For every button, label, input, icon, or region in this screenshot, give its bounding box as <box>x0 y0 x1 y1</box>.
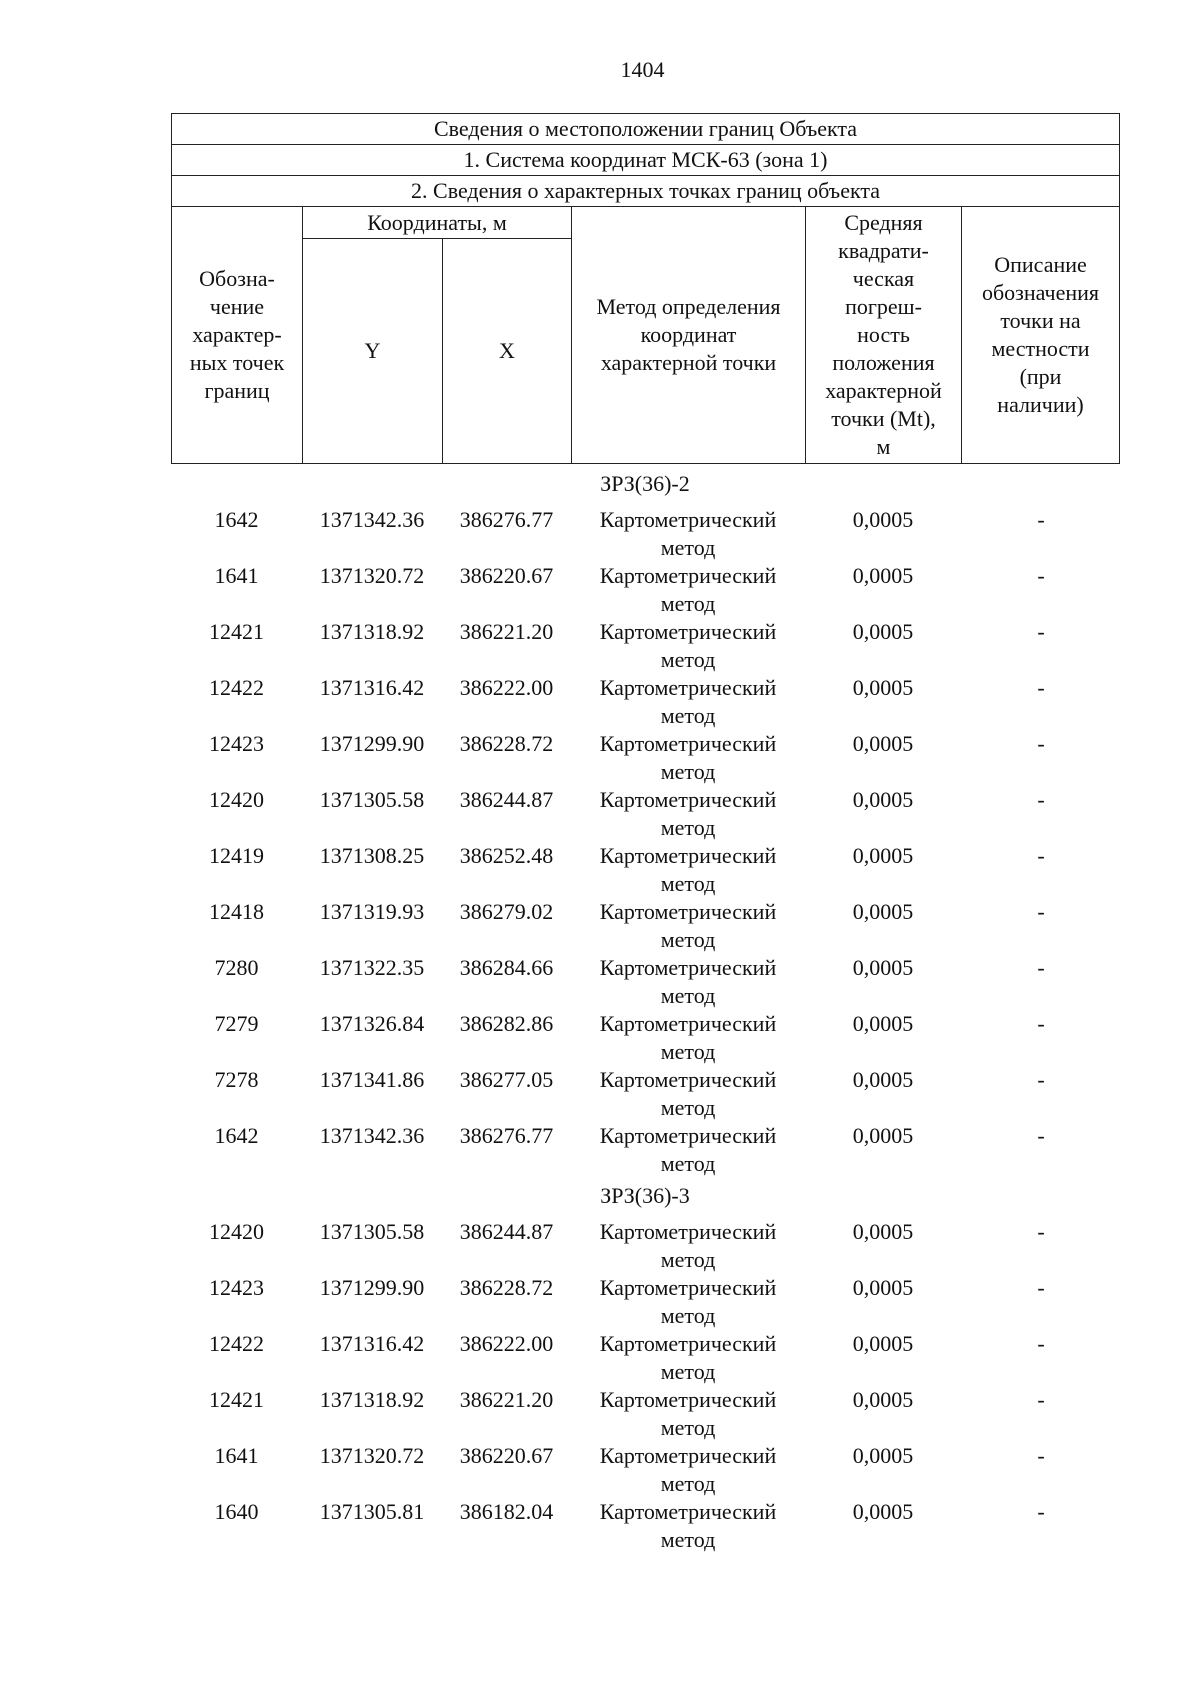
table-row <box>171 954 1119 1010</box>
point-id: 7279 <box>214 1011 259 1036</box>
point-id: 7278 <box>214 1067 259 1092</box>
coord-x: 386221.20 <box>459 1387 554 1412</box>
table-row <box>171 674 1119 730</box>
point-description: - <box>1037 731 1045 756</box>
coord-x: 386252.48 <box>459 843 554 868</box>
coord-y: 1371341.86 <box>319 1067 425 1092</box>
point-id: 12419 <box>209 843 264 868</box>
col-header-error <box>806 207 962 464</box>
section-title: ЗРЗ(36)-2 <box>600 471 690 496</box>
table-row <box>171 786 1119 842</box>
header-table <box>171 113 1120 464</box>
coord-y: 1371342.36 <box>319 1123 425 1148</box>
method: Картометрический метод <box>599 1331 777 1384</box>
coord-y: 1371305.81 <box>319 1499 425 1524</box>
method: Картометрический метод <box>599 1011 777 1064</box>
method: Картометрический метод <box>599 1443 777 1496</box>
mean-square-error: 0,0005 <box>852 1275 914 1300</box>
point-description: - <box>1037 899 1045 924</box>
point-description: - <box>1037 955 1045 980</box>
coord-x: 386222.00 <box>459 675 554 700</box>
coord-y: 1371322.35 <box>319 955 425 980</box>
coord-x: 386222.00 <box>459 1331 554 1356</box>
point-description: - <box>1037 1275 1045 1300</box>
col-header-id-text: Обозна- чение характер- ных точек границ <box>189 266 285 403</box>
point-id: 12421 <box>209 619 264 644</box>
method: Картометрический метод <box>599 1067 777 1120</box>
table-row <box>171 1218 1119 1274</box>
col-header-error-text: Средняя квадрати- ческая погреш- ность положения характерной точки (Mt), м <box>825 210 942 459</box>
method: Картометрический метод <box>599 843 777 896</box>
table-row <box>171 1386 1119 1442</box>
mean-square-error: 0,0005 <box>852 619 914 644</box>
point-description: - <box>1037 675 1045 700</box>
coord-y: 1371305.58 <box>319 1219 425 1244</box>
coord-y: 1371299.90 <box>319 1275 425 1300</box>
coord-x: 386244.87 <box>459 1219 554 1244</box>
table-row <box>171 506 1119 562</box>
method: Картометрический метод <box>599 899 777 952</box>
coord-y: 1371308.25 <box>319 843 425 868</box>
coord-x: 386276.77 <box>459 507 554 532</box>
mean-square-error: 0,0005 <box>852 955 914 980</box>
col-header-id <box>172 207 303 464</box>
point-id: 1642 <box>214 1123 259 1148</box>
coord-y: 1371319.93 <box>319 899 425 924</box>
col-header-x: X <box>443 239 572 464</box>
table-row <box>171 562 1119 618</box>
point-description: - <box>1037 1067 1045 1092</box>
point-id: 12421 <box>209 1387 264 1412</box>
section-rows <box>171 1218 1119 1554</box>
point-description: - <box>1037 843 1045 868</box>
col-header-coordinates: Координаты, м <box>303 207 572 239</box>
coord-x: 386284.66 <box>459 955 554 980</box>
section-zrz-36-3 <box>171 1174 1119 1554</box>
coord-x: 386182.04 <box>459 1499 554 1524</box>
coord-y: 1371326.84 <box>319 1011 425 1036</box>
point-id: 12418 <box>209 899 264 924</box>
mean-square-error: 0,0005 <box>852 507 914 532</box>
mean-square-error: 0,0005 <box>852 1219 914 1244</box>
point-description: - <box>1037 787 1045 812</box>
coord-x: 386221.20 <box>459 619 554 644</box>
mean-square-error: 0,0005 <box>852 1331 914 1356</box>
col-header-description-text: Описание обозначения точки на местности (при наличии) <box>981 252 1100 417</box>
mean-square-error: 0,0005 <box>852 563 914 588</box>
point-id: 12422 <box>209 1331 264 1356</box>
mean-square-error: 0,0005 <box>852 787 914 812</box>
point-description: - <box>1037 1387 1045 1412</box>
point-id: 1640 <box>214 1499 259 1524</box>
method: Картометрический метод <box>599 787 777 840</box>
point-id: 12420 <box>209 787 264 812</box>
coord-x: 386277.05 <box>459 1067 554 1092</box>
points-body <box>171 466 1119 1554</box>
coord-y: 1371318.92 <box>319 619 425 644</box>
table-row <box>171 1010 1119 1066</box>
method: Картометрический метод <box>599 1499 777 1552</box>
point-description: - <box>1037 619 1045 644</box>
col-header-y: Y <box>303 239 443 464</box>
coord-x: 386282.86 <box>459 1011 554 1036</box>
table-row <box>171 1066 1119 1122</box>
coord-y: 1371318.92 <box>319 1387 425 1412</box>
coord-x: 386228.72 <box>459 1275 554 1300</box>
method: Картометрический метод <box>599 1123 777 1176</box>
point-id: 12420 <box>209 1219 264 1244</box>
page-number: 1404 <box>620 57 665 82</box>
coord-y: 1371342.36 <box>319 507 425 532</box>
mean-square-error: 0,0005 <box>852 675 914 700</box>
mean-square-error: 0,0005 <box>852 1067 914 1092</box>
coord-x: 386244.87 <box>459 787 554 812</box>
coord-x: 386279.02 <box>459 899 554 924</box>
method: Картометрический метод <box>599 619 777 672</box>
coord-x: 386220.67 <box>459 563 554 588</box>
method: Картометрический метод <box>599 563 777 616</box>
table-row <box>171 898 1119 954</box>
coord-y: 1371316.42 <box>319 1331 425 1356</box>
section-zrz-36-2 <box>171 462 1119 1178</box>
point-description: - <box>1037 1219 1045 1244</box>
coord-x: 386228.72 <box>459 731 554 756</box>
table-row <box>171 1122 1119 1178</box>
method: Картометрический метод <box>599 675 777 728</box>
method: Картометрический метод <box>599 955 777 1008</box>
table-row <box>171 1498 1119 1554</box>
point-id: 12423 <box>209 731 264 756</box>
point-id: 7280 <box>214 955 259 980</box>
method: Картометрический метод <box>599 1387 777 1440</box>
point-id: 1641 <box>214 563 259 588</box>
method: Картометрический метод <box>599 1275 777 1328</box>
table-row <box>171 1330 1119 1386</box>
coord-y: 1371316.42 <box>319 675 425 700</box>
point-description: - <box>1037 1331 1045 1356</box>
point-description: - <box>1037 1443 1045 1468</box>
col-header-description <box>962 207 1120 464</box>
point-description: - <box>1037 1123 1045 1148</box>
method: Картометрический метод <box>599 731 777 784</box>
coord-y: 1371320.72 <box>319 563 425 588</box>
point-id: 1642 <box>214 507 259 532</box>
table-row <box>171 1274 1119 1330</box>
point-id: 12422 <box>209 675 264 700</box>
header-coordinate-system: 1. Система координат МСК-63 (зона 1) <box>172 145 1120 176</box>
method: Картометрический метод <box>599 1219 777 1272</box>
mean-square-error: 0,0005 <box>852 843 914 868</box>
col-header-method-text: Метод определения координат характерной точки <box>596 294 781 375</box>
header-title: Сведения о местоположении границ Объекта <box>172 114 1120 145</box>
point-description: - <box>1037 507 1045 532</box>
table-row <box>171 730 1119 786</box>
mean-square-error: 0,0005 <box>852 1123 914 1148</box>
method: Картометрический метод <box>599 507 777 560</box>
coord-x: 386220.67 <box>459 1443 554 1468</box>
point-description: - <box>1037 1499 1045 1524</box>
mean-square-error: 0,0005 <box>852 731 914 756</box>
header-points-title: 2. Сведения о характерных точках границ объекта <box>172 176 1120 207</box>
table-row <box>171 1442 1119 1498</box>
col-header-method <box>572 207 806 464</box>
coord-x: 386276.77 <box>459 1123 554 1148</box>
point-id: 12423 <box>209 1275 264 1300</box>
point-description: - <box>1037 563 1045 588</box>
point-id: 1641 <box>214 1443 259 1468</box>
mean-square-error: 0,0005 <box>852 1443 914 1468</box>
section-rows <box>171 506 1119 1178</box>
mean-square-error: 0,0005 <box>852 899 914 924</box>
coord-y: 1371305.58 <box>319 787 425 812</box>
mean-square-error: 0,0005 <box>852 1011 914 1036</box>
section-title: ЗРЗ(36)-3 <box>600 1183 690 1208</box>
point-description: - <box>1037 1011 1045 1036</box>
table-row <box>171 618 1119 674</box>
coord-y: 1371320.72 <box>319 1443 425 1468</box>
mean-square-error: 0,0005 <box>852 1499 914 1524</box>
mean-square-error: 0,0005 <box>852 1387 914 1412</box>
table-row <box>171 842 1119 898</box>
coord-y: 1371299.90 <box>319 731 425 756</box>
